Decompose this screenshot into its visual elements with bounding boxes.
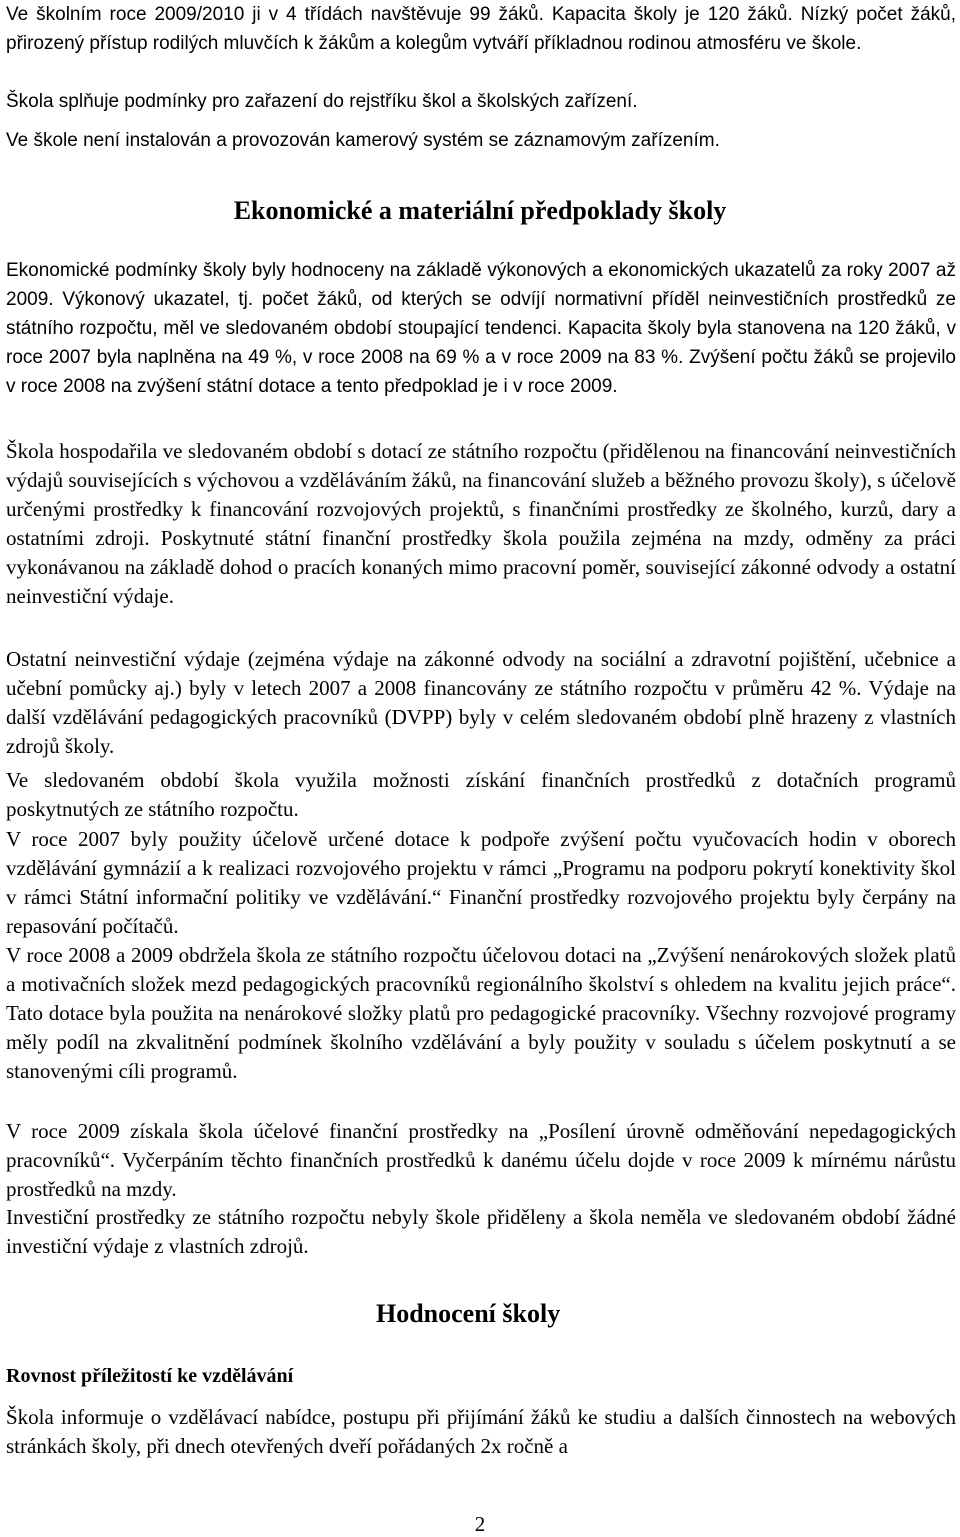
section-heading-evaluation: Hodnocení školy (376, 1299, 561, 1328)
intro-paragraph-registry: Škola splňuje podmínky pro zařazení do rejstříku škol a školských zařízení. (6, 91, 638, 112)
economic-paragraph-2008-2009: V roce 2008 a 2009 obdržela škola ze státního rozpočtu účelovou dotaci na „Zvýšení nenárokových složek platů a motivačních složek mezd pedagogických pracovníků regionálního školství s ohledem na kvalitu jejich práce“. Tato dotace byla použita na nenárokové složky platů pro pedagogické pracovníky. Všechny rozvojové programy měly podíl na zkvalitnění podmínek školního vzdělávání a byly použity v souladu s účelem poskytnutí a se stanovenými cíli programů. (6, 943, 956, 1083)
economic-paragraph-investment: Investiční prostředky ze státního rozpočtu nebyly škole přiděleny a škola neměla ve sledovaném období žádné investiční výdaje z vlastních zdrojů. (6, 1205, 956, 1258)
page-number: 2 (474, 1512, 486, 1536)
economic-paragraph-2007: V roce 2007 byly použity účelově určené dotace k podpoře zvýšení počtu vyučovacích hodin v oborech vzdělávání gymnázií a k realizaci rozvojového projektu v rámci „Programu na podporu pokrytí konektivity škol v rámci Státní informační politiky ve vzdělávání.“ Finanční prostředky rozvojového projektu byly čerpány na repasování počítačů. (6, 827, 956, 938)
economic-paragraph-funding: Škola hospodařila ve sledovaném období s dotací ze státního rozpočtu (přidělenou na financování neinvestičních výdajů souvisejících s výchovou a vzděláváním žáků, na financování služeb a běžného provozu školy), s účelově určenými prostředky k financování rozvojových projektů, s finančními prostředky ze školného, kurzů, dary a ostatními zdroji. Poskytnuté státní finanční prostředky škola použila zejména na mzdy, odměny za práci vykonávanou na základě dohod o pracích konaných mimo pracovní poměr, související zákonné odvody a ostatní neinvestiční výdaje. (6, 439, 956, 608)
economic-paragraph-2009: V roce 2009 získala škola účelové finanční prostředky na „Posílení úrovně odměňování nepedagogických pracovníků“. Vyčerpáním těchto finančních prostředků k danému účelu dojde v roce 2009 k mírnému nárůstu prostředků na mzdy. (6, 1119, 956, 1201)
economic-paragraph-grants: Ve sledovaném období škola využila možnosti získání finančních prostředků z dotačních programů poskytnutých ze státního rozpočtu. (6, 768, 956, 821)
intro-paragraph-camera: Ve škole není instalován a provozován kamerový systém se záznamovým zařízením. (6, 130, 720, 151)
economic-paragraph-indicators: Ekonomické podmínky školy byly hodnoceny na základě výkonových a ekonomických ukazatelů za roky 2007 až 2009. Výkonový ukazatel, tj. počet žáků, od kterých se odvíjí normativní příděl neinvestičních prostředků ze státního rozpočtu, měl ve sledovaném období stoupající tendenci. Kapacita školy byla stanovena na 120 žáků, v roce 2007 byla naplněna na 49 %, v roce 2008 na 69 % a v roce 2009 na 83 %. Zvýšení počtu žáků se projevilo v roce 2008 na zvýšení státní dotace a tento předpoklad je i v roce 2009. (6, 260, 956, 397)
subheading-equal-opportunities: Rovnost příležitostí ke vzdělávání (6, 1365, 294, 1387)
economic-paragraph-expenses: Ostatní neinvestiční výdaje (zejména výdaje na zákonné odvody na sociální a zdravotní pojištění, učebnice a učební pomůcky aj.) byly v letech 2007 a 2008 financovány ze státního rozpočtu v průměru 42 %. Výdaje na další vzdělávání pedagogických pracovníků (DVPP) byly v celém sledovaném období plně hrazeny z vlastních zdrojů školy. (6, 647, 956, 758)
evaluation-paragraph: Škola informuje o vzdělávací nabídce, postupu při přijímání žáků ke studiu a dalších činnostech na webových stránkách školy, při dnech otevřených dveří pořádaných 2x ročně a (6, 1405, 956, 1458)
intro-paragraph-capacity: Ve školním roce 2009/2010 ji v 4 třídách navštěvuje 99 žáků. Kapacita školy je 120 žáků. Nízký počet žáků, přirozený přístup rodilých mluvčích k žákům a kolegům vytváří příkladnou rodinou atmosféru ve škole. (6, 4, 956, 54)
section-heading-economic: Ekonomické a materiální předpoklady školy (233, 196, 727, 225)
